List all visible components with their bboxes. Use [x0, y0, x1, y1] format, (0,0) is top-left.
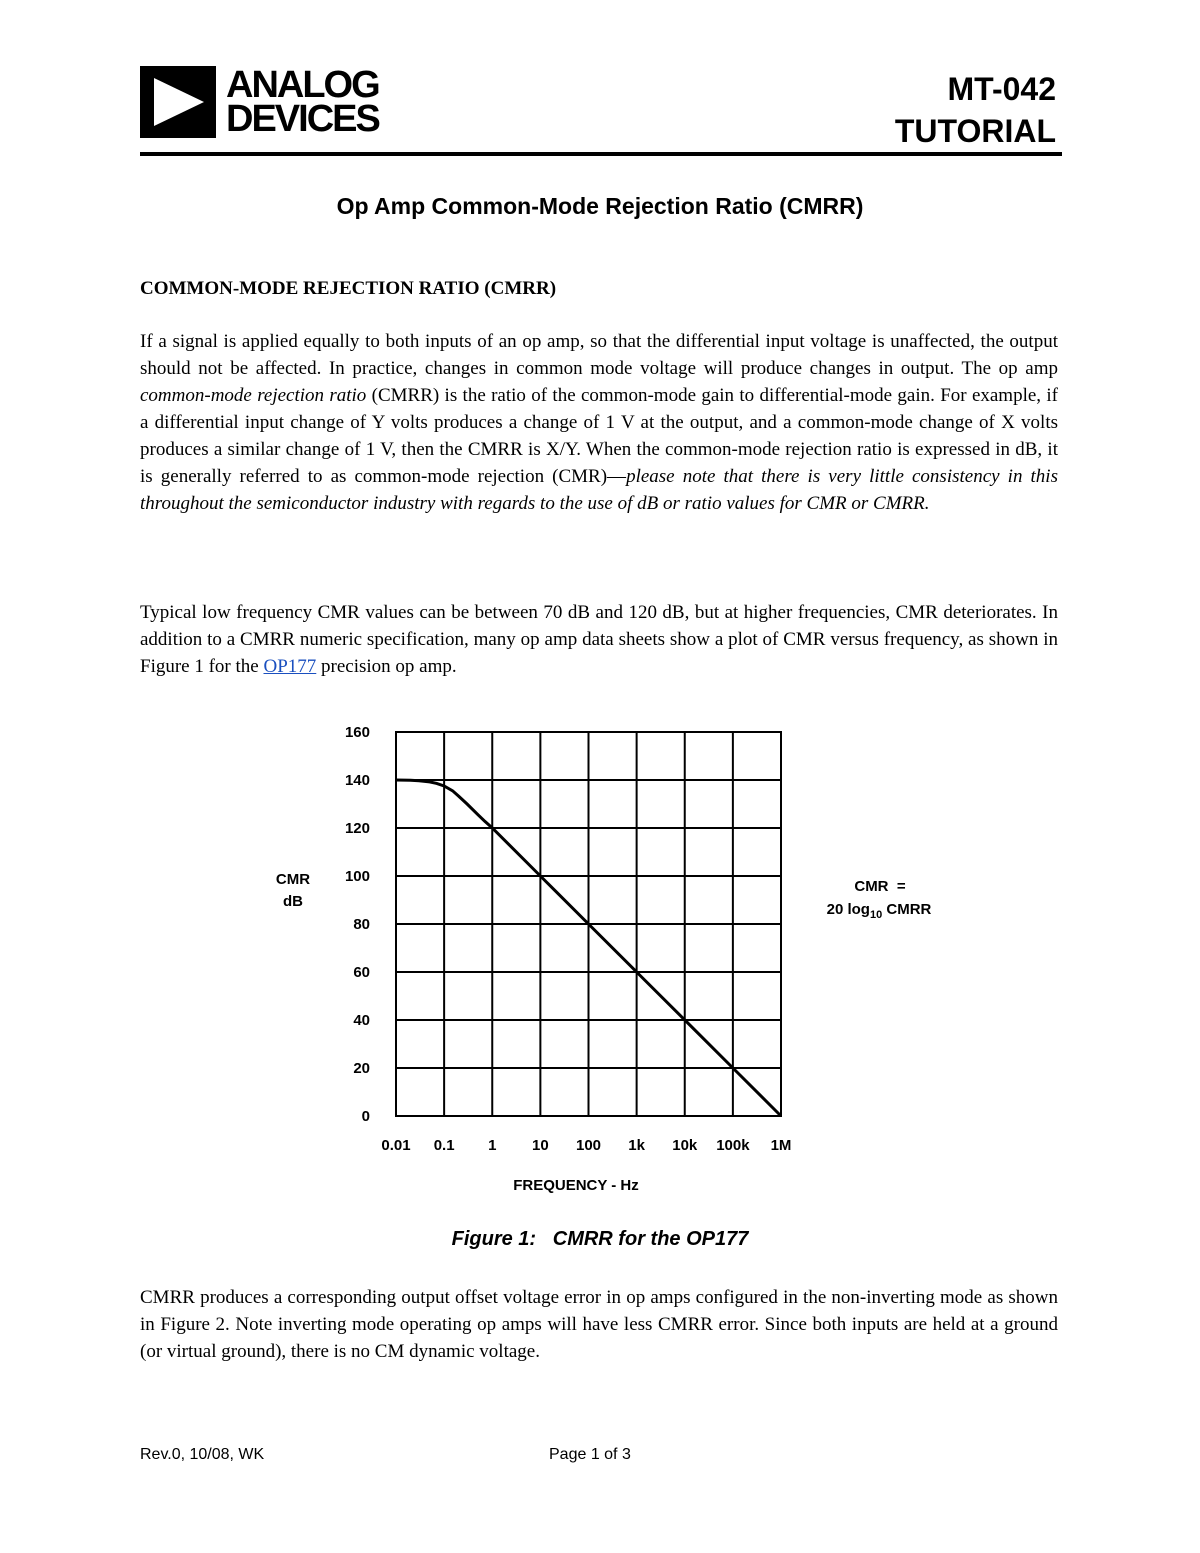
y-tick-label: 80 [353, 916, 370, 933]
para1-text-c: (CMRR) is the ratio of the common-mode gain to differential-mode gain. For example, if a differential input change of Y volts produces a change of 1 V at the output, and a common-mode change of X volts produces a similar change of 1 V, then the CMRR is X/Y. When the common-mode rejection ratio is expressed in dB, it is generally referred to as common-mode rejection (CMR)— [140, 385, 1058, 487]
para1-term: common-mode rejection ratio [140, 385, 367, 406]
y-tick-label: 160 [344, 724, 370, 741]
para1-text-a: If a signal is applied equally to both inputs of an op amp, so that the differential input voltage is unaffected, the output should not be affected. In practice, changes in common mode voltage will produce changes in output. The op amp [140, 331, 1058, 379]
section-heading: COMMON-MODE REJECTION RATIO (CMRR) [140, 278, 557, 299]
logo-line-1: ANALOG [226, 64, 379, 106]
x-tick-label: 100 [575, 1137, 602, 1154]
formula-suffix: CMRR [882, 901, 932, 918]
formula-subscript: 10 [869, 909, 883, 921]
y-axis-label-line2: dB [283, 893, 303, 910]
para2-text-b: precision op amp. [316, 656, 457, 677]
header-rule [140, 152, 1062, 156]
paragraph-3: CMRR produces a corresponding output offset voltage error in op amps configured in the non-inverting mode as shown in Figure 2. Note inverting mode operating op amps will have less CMRR error. Since both inputs are held at a ground (or virtual ground), there is no CM dynamic voltage. [140, 1287, 1058, 1362]
x-tick-label: 1 [488, 1137, 497, 1154]
y-tick-label: 120 [344, 820, 370, 837]
para2-text-a: Typical low frequency CMR values can be between 70 dB and 120 dB, but at higher frequencies, CMR deteriorates. In addition to a CMRR numeric specification, many op amp data sheets show a plot of CMR versus frequency, as shown in Figure 1 for the [140, 602, 1058, 677]
paragraph-2 [140, 599, 1058, 680]
x-tick-label: 1k [628, 1137, 645, 1154]
figure-caption: Figure 1: CMRR for the OP177 [451, 1228, 749, 1250]
x-tick-label: 0.1 [433, 1137, 455, 1154]
y-tick-label: 100 [344, 868, 370, 885]
logo-wordmark [226, 64, 379, 140]
x-tick-label: 1M [770, 1137, 792, 1154]
footer-page-number: Page 1 of 3 [549, 1446, 631, 1463]
x-axis-label: FREQUENCY - Hz [513, 1177, 639, 1194]
paragraph-1 [140, 328, 1058, 517]
y-tick-label: 40 [353, 1012, 370, 1029]
logo-triangle-icon [140, 66, 216, 138]
cmr-formula-line1: CMR = [854, 878, 906, 895]
x-tick-label: 0.01 [381, 1137, 411, 1154]
x-tick-label: 10 [532, 1137, 549, 1154]
x-tick-label: 100k [716, 1137, 750, 1154]
x-tick-label: 10k [672, 1137, 698, 1154]
y-tick-label: 0 [361, 1108, 370, 1125]
y-tick-labels [345, 724, 370, 1125]
op177-link[interactable]: OP177 [263, 656, 317, 677]
document-id [895, 68, 1056, 152]
logo-line-2: DEVICES [226, 98, 379, 140]
x-tick-labels [381, 1137, 791, 1154]
doc-type: TUTORIAL [894, 113, 1056, 149]
para1-note: please note that there is very little consistency in this throughout the semiconductor industry with regards to the use of dB or ratio values for CMR or CMRR. [140, 466, 1058, 514]
y-tick-label: 140 [344, 772, 370, 789]
cmr-frequency-chart [240, 712, 960, 1202]
footer-revision: Rev.0, 10/08, WK [140, 1446, 265, 1463]
formula-prefix: 20 log [826, 901, 870, 918]
y-axis-label-line1: CMR [275, 871, 311, 888]
analog-devices-logo [140, 66, 379, 138]
cmr-formula-line2 [827, 901, 932, 921]
page-title: Op Amp Common-Mode Rejection Ratio (CMRR) [336, 193, 864, 219]
doc-number: MT-042 [947, 71, 1056, 107]
y-tick-label: 60 [353, 964, 370, 981]
y-tick-label: 20 [353, 1060, 370, 1077]
